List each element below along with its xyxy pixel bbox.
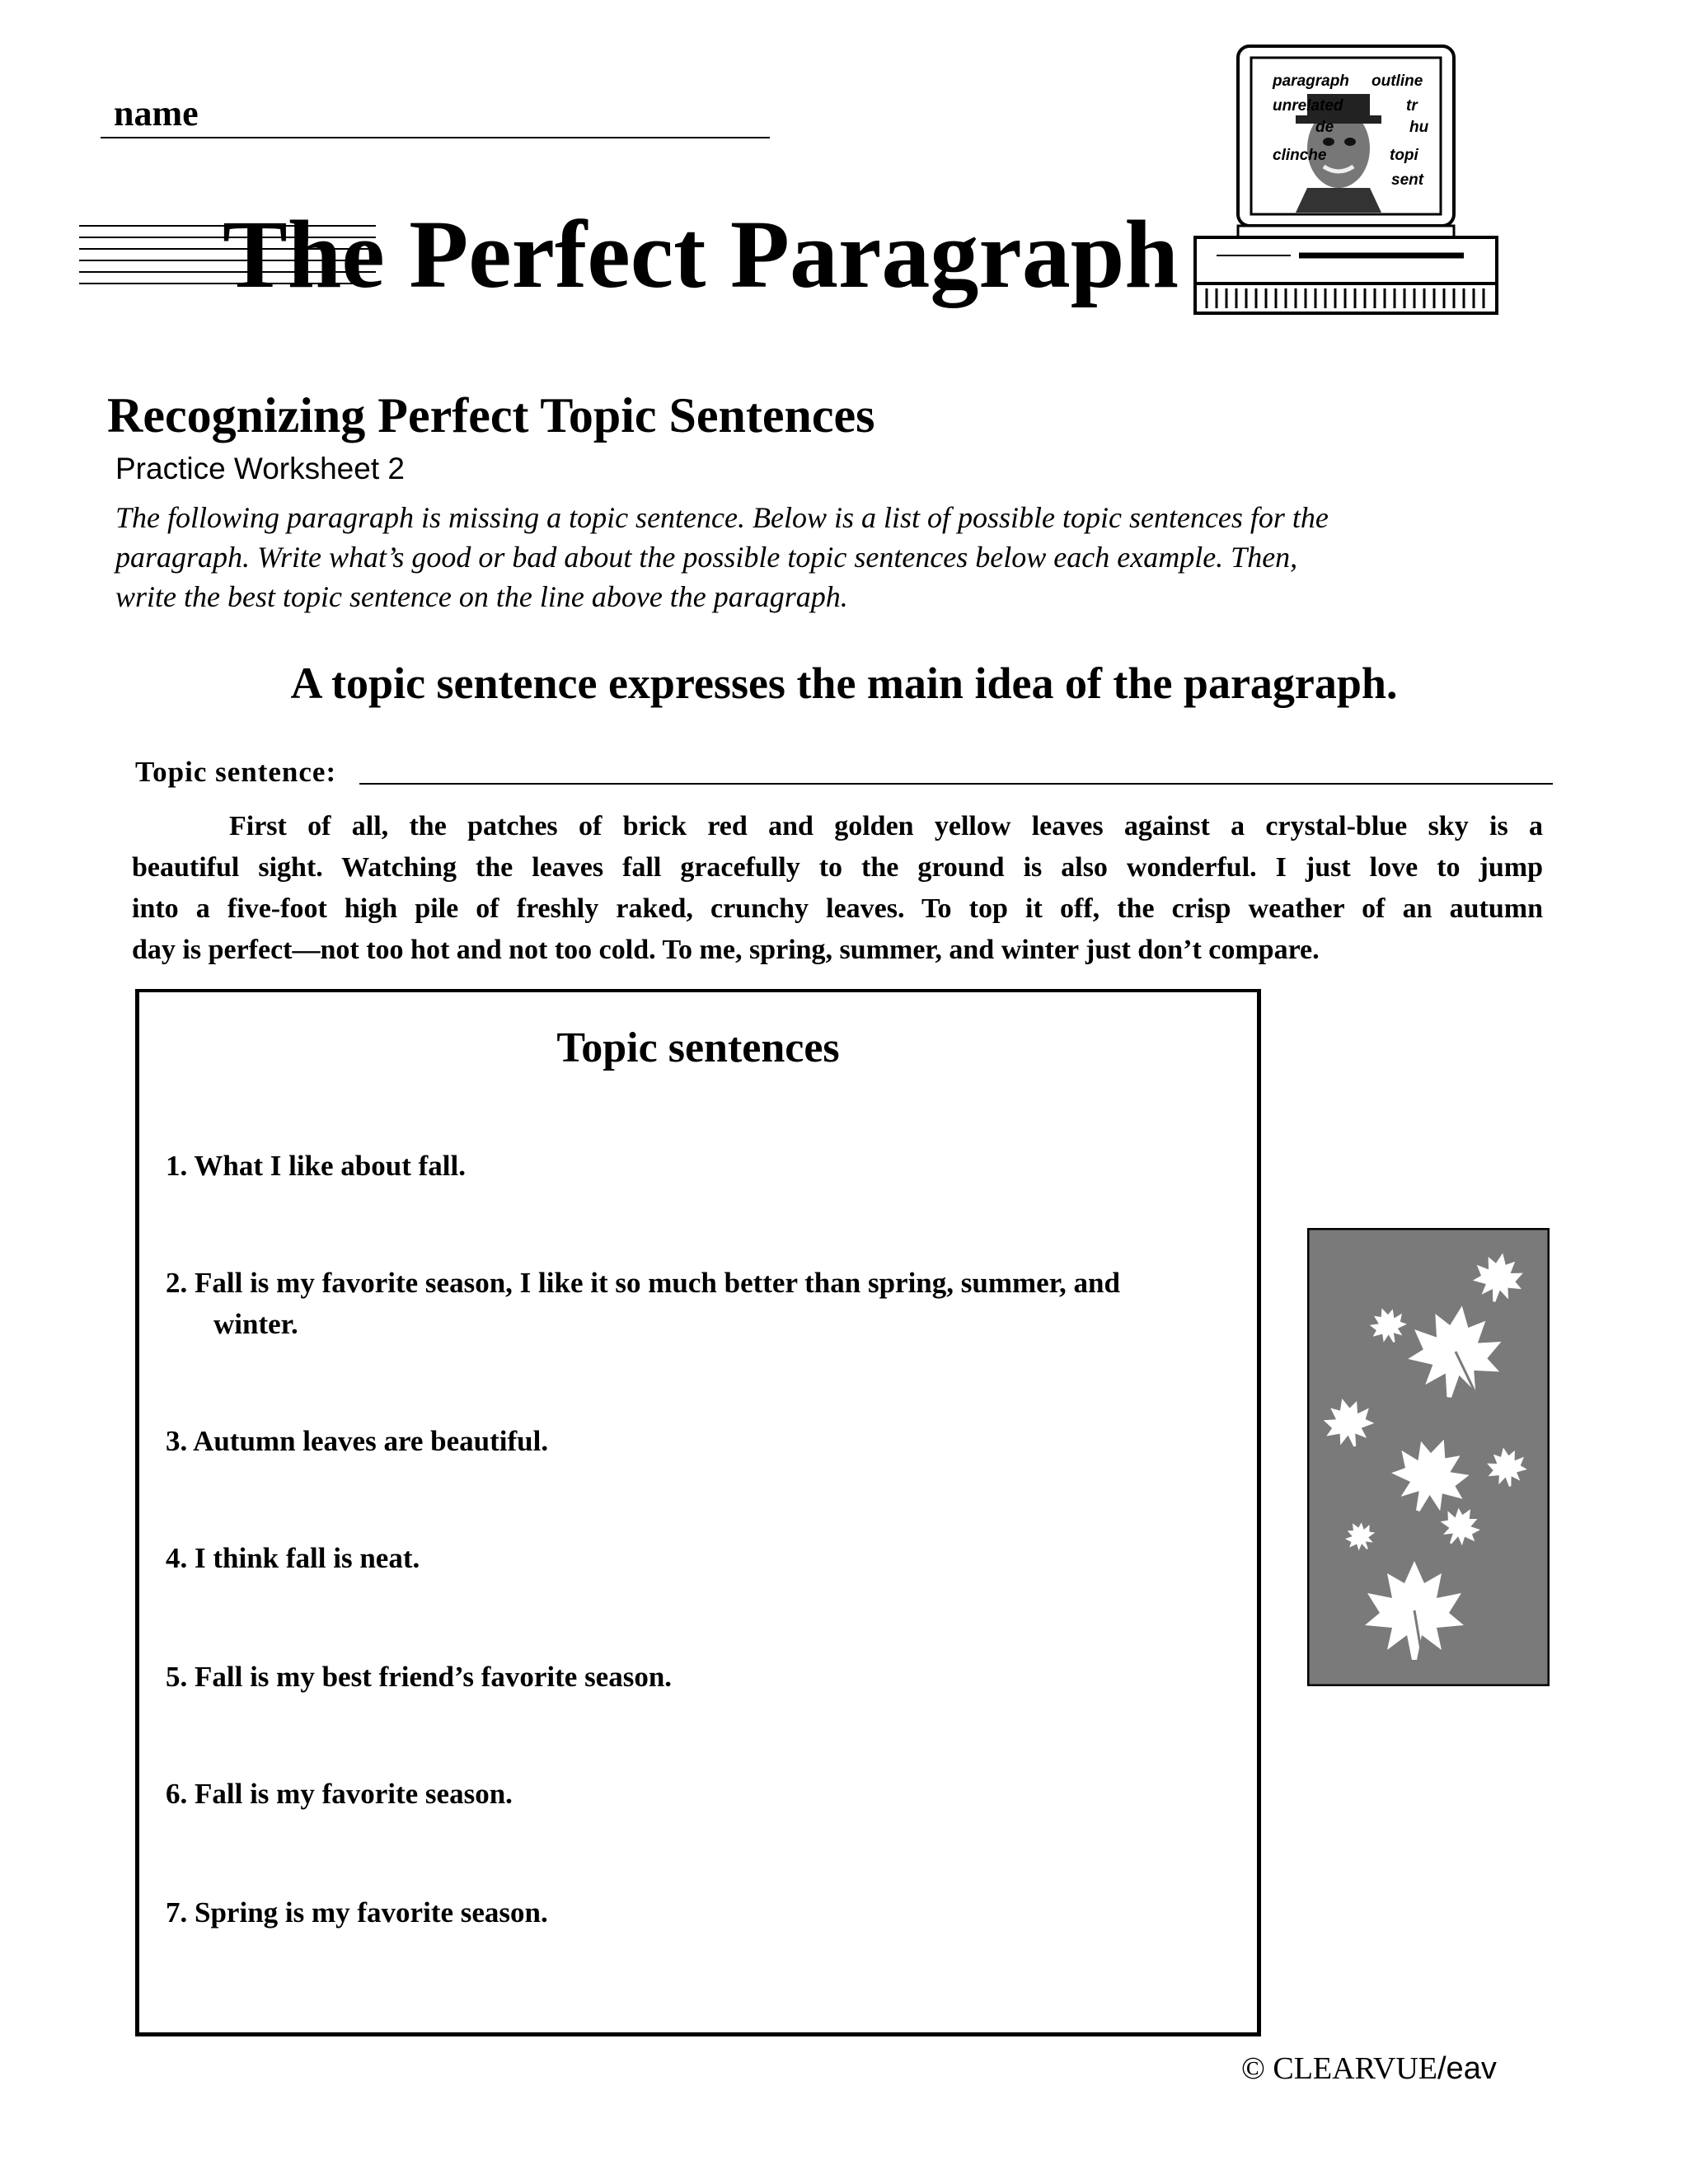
instructions-line: write the best topic sentence on the line above the paragraph. (115, 580, 848, 613)
worksheet-label: Practice Worksheet 2 (115, 452, 405, 485)
box-title: Topic sentences (556, 1024, 840, 1071)
paragraph-line: day is perfect—not too hot and not too cold. To me, spring, summer, and winter just don’t compare. (132, 935, 1320, 965)
computer-illustration (1192, 43, 1505, 320)
name-label: name (114, 93, 199, 134)
copyright-notice (1241, 2050, 1497, 2087)
title-paragraph-letter: P (729, 200, 790, 308)
section-heading: Recognizing Perfect Topic Sentences (107, 388, 875, 443)
title-part-1: The Perfect (223, 200, 730, 308)
topic-option-item: 4. I think fall is neat. (166, 1542, 420, 1574)
paragraph-line: into a five-foot high pile of freshly raked, crunchy leaves. To top it off, the crisp weather of an autumn (132, 893, 1543, 924)
title-part-2: aragraph (789, 200, 1179, 308)
topic-option-item: 2. Fall is my favorite season, I like it so much better than spring, summer, and (166, 1267, 1120, 1299)
topic-sentences-box (135, 989, 1261, 2036)
topic-option-item-continuation: winter. (213, 1308, 298, 1340)
screen-word: paragraph (1273, 73, 1349, 90)
screen-word: tr (1406, 97, 1418, 115)
instructions-line: paragraph. Write what’s good or bad about the possible topic sentences below each example. Then, (115, 541, 1298, 574)
topic-sentence-label: Topic sentence: (135, 756, 337, 788)
copyright-brand: CLEARVUE (1273, 2051, 1437, 2086)
name-input-line[interactable] (101, 137, 770, 138)
paragraph-line: First of all, the patches of brick red and golden yellow leaves against a crystal-blue sky is a (229, 811, 1543, 841)
screen-word: de (1315, 119, 1334, 136)
screen-word: clinche (1273, 147, 1327, 164)
paragraph-line: beautiful sight. Watching the leaves fall gracefully to the ground is also wonderful. I just love to jump (132, 852, 1543, 883)
topic-option-item: 5. Fall is my best friend’s favorite season. (166, 1661, 673, 1693)
copyright-symbol: © (1241, 2051, 1265, 2086)
topic-option-item: 3. Autumn leaves are beautiful. (166, 1425, 549, 1457)
page-title (223, 200, 1179, 308)
topic-option-item: 7. Spring is my favorite season. (166, 1896, 548, 1929)
screen-word: hu (1409, 119, 1429, 136)
copyright-suffix: /eav (1437, 2051, 1497, 2086)
main-idea-statement: A topic sentence expresses the main idea of the paragraph. (290, 658, 1398, 708)
screen-word: sent (1391, 171, 1424, 189)
screen-word: topi (1390, 147, 1418, 164)
screen-word: outline (1372, 73, 1423, 90)
paragraph (132, 806, 1543, 971)
topic-option-item: 6. Fall is my favorite season. (166, 1778, 513, 1810)
instructions (115, 498, 1492, 616)
topic-sentence-input-line[interactable] (359, 783, 1553, 785)
screen-word: unrelated (1273, 97, 1343, 115)
falling-leaves-image (1307, 1228, 1550, 1686)
instructions-line: The following paragraph is missing a topic sentence. Below is a list of possible topic sentences for the (115, 501, 1329, 534)
topic-option-item: 1. What I like about fall. (166, 1150, 466, 1182)
